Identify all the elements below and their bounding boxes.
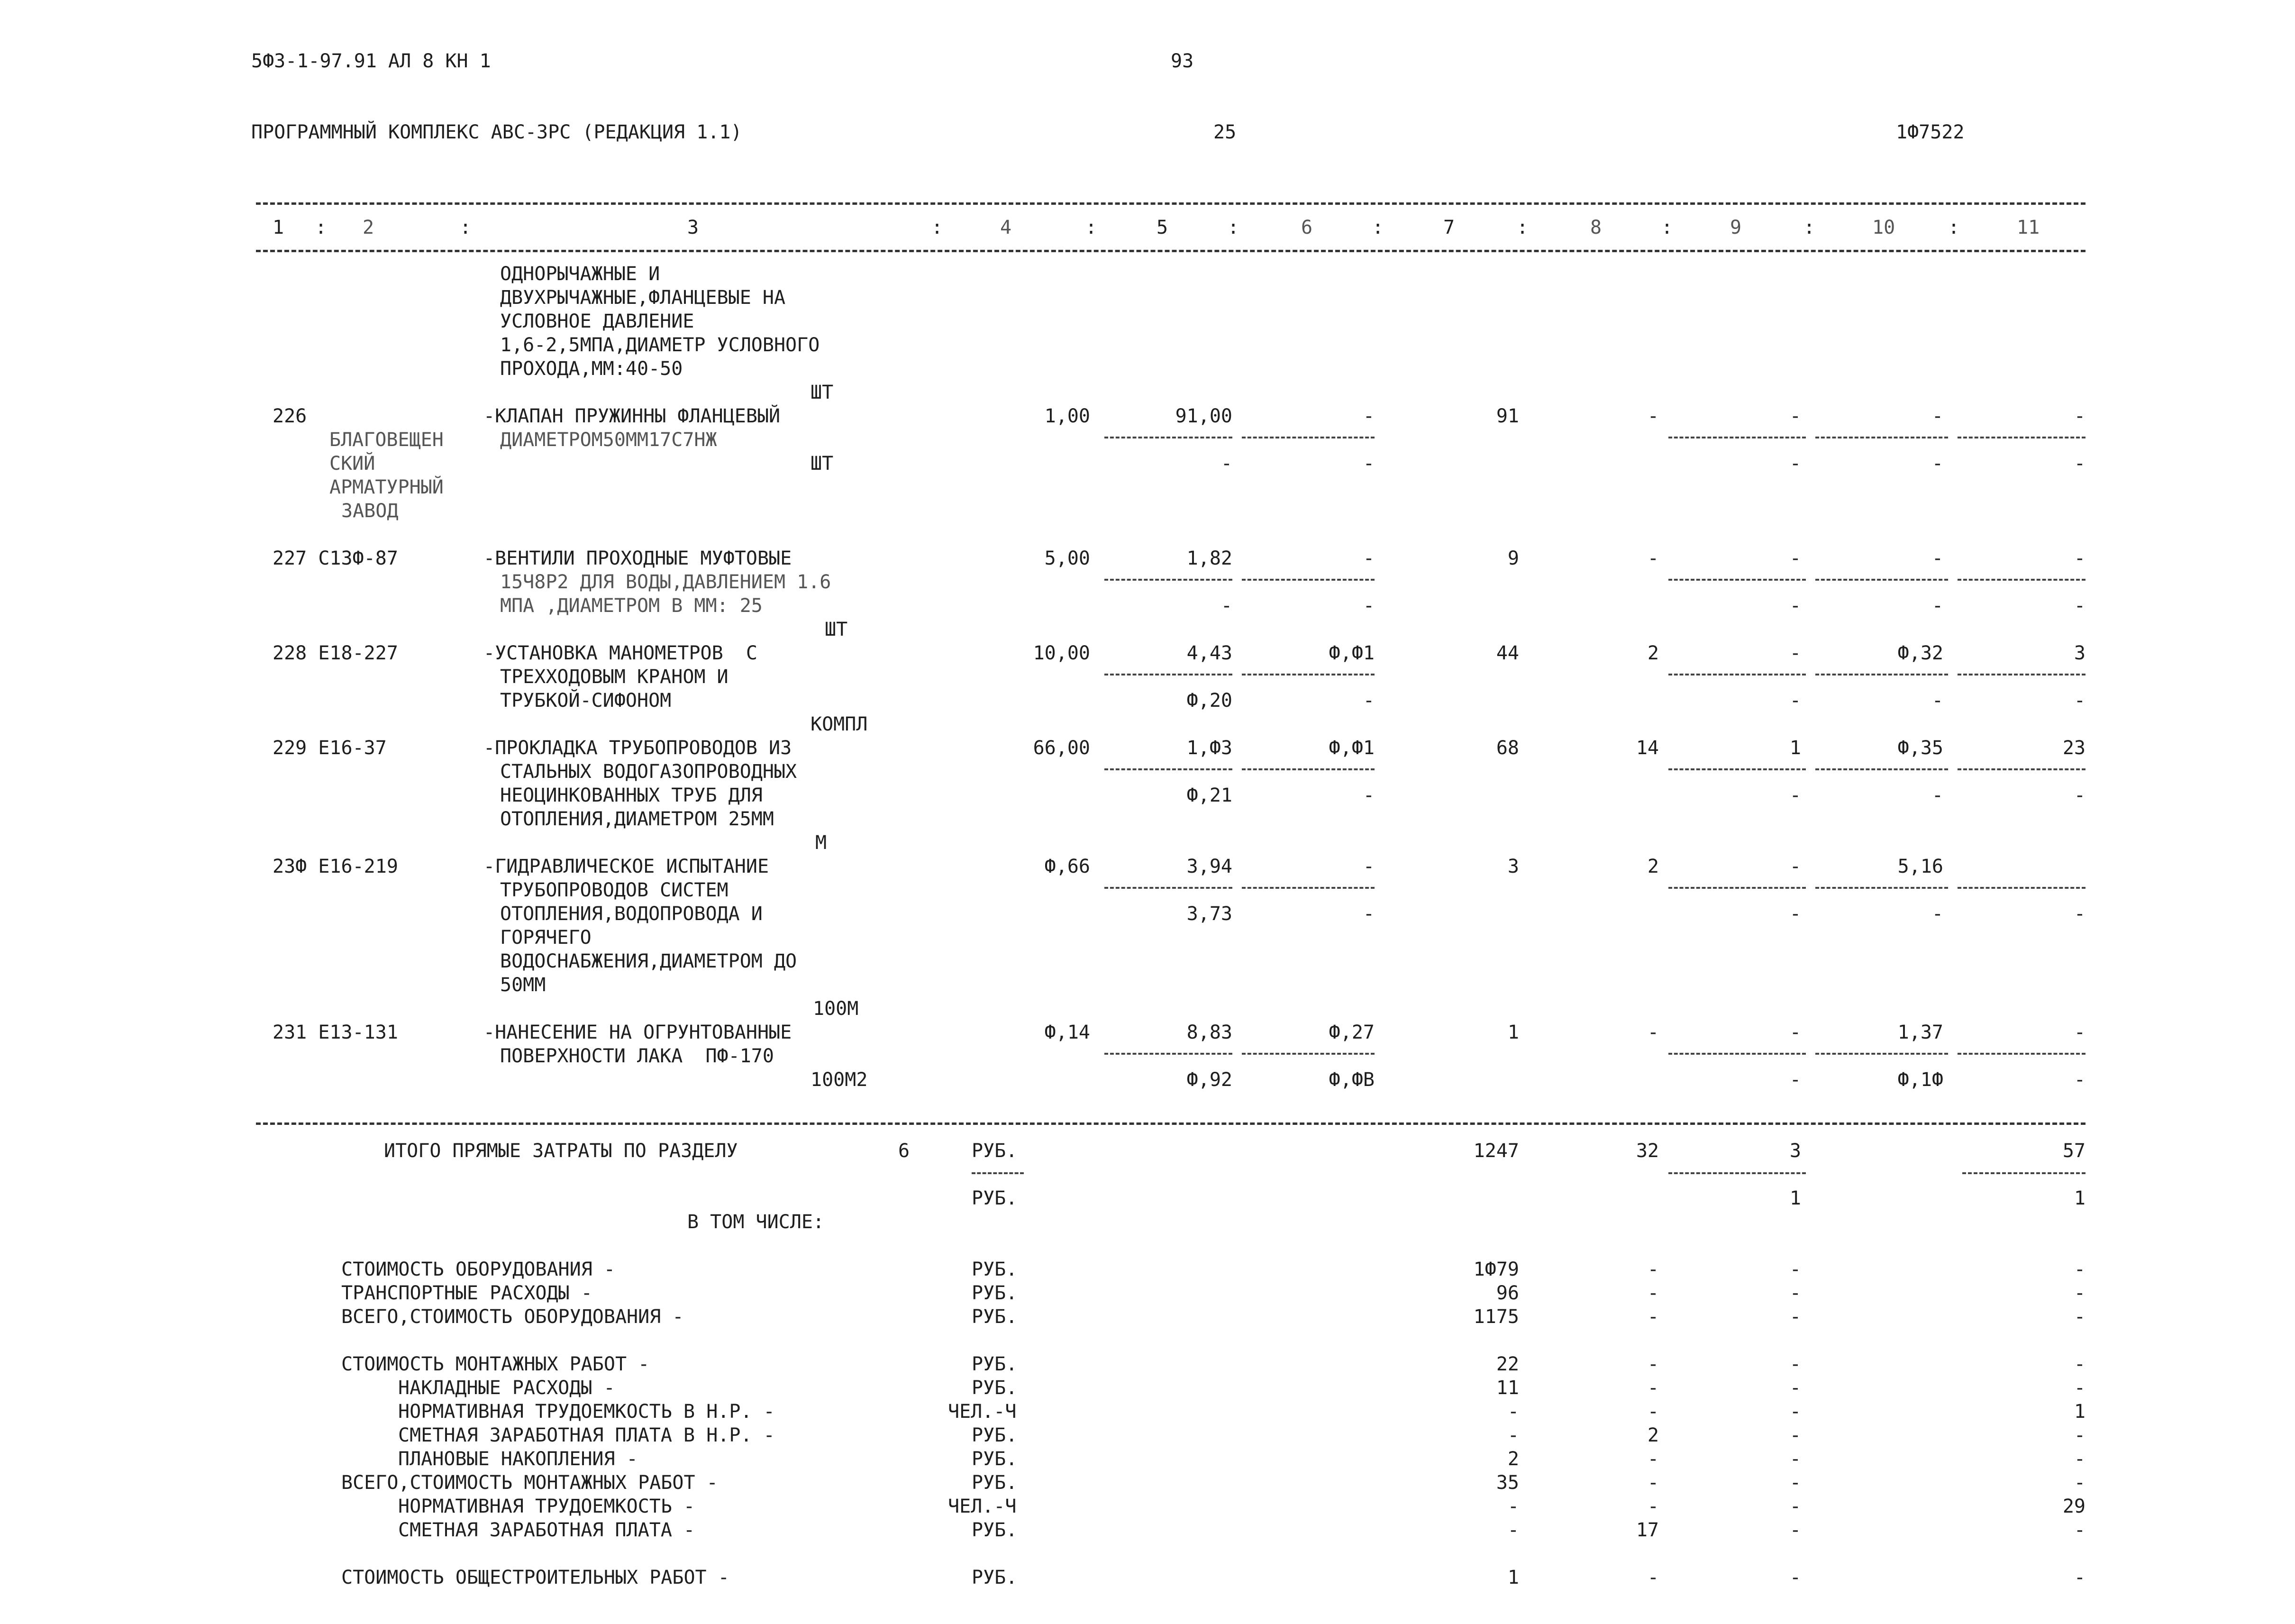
program-title: ПРОГРАММНЫЙ КОМПЛЕКС АВС-3РС (РЕДАКЦИЯ 1.1) xyxy=(251,121,742,143)
row-228-number: 228 Е18-227 xyxy=(273,642,398,664)
cell-divider xyxy=(1815,437,1948,438)
cell-divider xyxy=(1958,1053,2086,1055)
cell-c9: - xyxy=(1789,405,1801,427)
cell-c11-lower: - xyxy=(2074,785,2086,806)
row-229-number: 229 Е16-37 xyxy=(273,737,387,759)
total-unit: РУБ. xyxy=(972,1140,1018,1162)
col-6: 6 xyxy=(1301,217,1313,238)
summary-col7: - xyxy=(1507,1496,1519,1517)
summary-col8: - xyxy=(1647,1377,1659,1399)
cell-divider xyxy=(1815,768,1948,770)
cell-divider xyxy=(1104,674,1232,675)
col-8: 8 xyxy=(1590,217,1602,238)
summary-col7: - xyxy=(1507,1519,1519,1541)
cell-divider xyxy=(1668,768,1806,770)
col-9: 9 xyxy=(1730,217,1742,238)
col-5: 5 xyxy=(1157,217,1168,238)
cell-c5: 1,Ф3 xyxy=(1186,737,1232,759)
summary-col9: - xyxy=(1789,1496,1801,1517)
intro-unit: ШТ xyxy=(811,382,834,403)
cell-divider xyxy=(1242,1053,1375,1055)
row-229-description: ОТОПЛЕНИЯ,ДИАМЕТРОМ 25ММ xyxy=(500,808,774,830)
cell-c5-lower: Ф,92 xyxy=(1186,1069,1232,1091)
cell-c7: 91 xyxy=(1496,405,1519,427)
summary-col7: 2 xyxy=(1507,1448,1519,1470)
intro-line: ДВУХРЫЧАЖНЫЕ,ФЛАНЦЕВЫЕ НА xyxy=(500,287,786,309)
summary-col7: - xyxy=(1507,1424,1519,1446)
cell-c10-lower: - xyxy=(1931,595,1943,617)
row-227-description: МПА ,ДИАМЕТРОМ В ММ: 25 xyxy=(500,595,763,617)
summary-col7: 96 xyxy=(1496,1282,1519,1304)
summary-unit: ЧЕЛ.-Ч xyxy=(948,1496,1017,1517)
cell-c11: - xyxy=(2074,547,2086,569)
including-heading: В ТОМ ЧИСЛЕ: xyxy=(687,1211,824,1233)
cell-c5-lower: - xyxy=(1220,453,1232,474)
doc-code: 5Ф3-1-97.91 АЛ 8 КН 1 xyxy=(251,50,491,72)
row-230-description: 50ММ xyxy=(500,974,546,996)
row-230-unit: 100М xyxy=(813,998,859,1020)
cell-c6-lower: - xyxy=(1363,903,1375,925)
summary-col11: - xyxy=(2074,1519,2086,1541)
row-231-description: -НАНЕСЕНИЕ НА ОГРУНТОВАННЫЕ xyxy=(483,1022,792,1043)
summary-col7: 22 xyxy=(1496,1353,1519,1375)
sheet-number: 25 xyxy=(1213,121,1237,143)
cell-divider xyxy=(1958,887,2086,889)
cell-divider xyxy=(1668,674,1806,675)
summary-col11: 1 xyxy=(2074,1401,2086,1423)
row-230-description: ТРУБОПРОВОДОВ СИСТЕМ xyxy=(500,879,729,901)
total-section: 6 xyxy=(898,1140,910,1162)
summary-col7: 1 xyxy=(1507,1567,1519,1588)
cell-c8: 2 xyxy=(1647,642,1659,664)
col-11: 11 xyxy=(2017,217,2040,238)
cell-c7: 9 xyxy=(1507,547,1519,569)
col-10: 10 xyxy=(1872,217,1895,238)
summary-col11: - xyxy=(2074,1259,2086,1280)
cell-divider xyxy=(1104,887,1232,889)
cell-c11: - xyxy=(2074,405,2086,427)
cell-c10-lower: - xyxy=(1931,690,1943,712)
row-228-unit: КОМПЛ xyxy=(811,713,868,735)
cell-c8: 2 xyxy=(1647,856,1659,877)
row-228-description: -УСТАНОВКА МАНОМЕТРОВ С xyxy=(483,642,757,664)
row-230-description: -ГИДРАВЛИЧЕСКОЕ ИСПЫТАНИЕ xyxy=(483,856,769,877)
cell-divider xyxy=(1958,579,2086,581)
total-col8: 32 xyxy=(1636,1140,1659,1162)
row-230-description: ГОРЯЧЕГО xyxy=(500,927,592,949)
col-3: 3 xyxy=(687,217,699,238)
col-7: 7 xyxy=(1443,217,1455,238)
cell-c11: 3 xyxy=(2074,642,2086,664)
row-226-unit: ШТ xyxy=(811,453,834,474)
cell-c11: - xyxy=(2074,1022,2086,1043)
row-230-description: ОТОПЛЕНИЯ,ВОДОПРОВОДА И xyxy=(500,903,763,925)
intro-line: УСЛОВНОЕ ДАВЛЕНИЕ xyxy=(500,310,694,332)
cell-divider xyxy=(1104,579,1232,581)
cell-c4: 1,00 xyxy=(1044,405,1090,427)
cell-c9: 1 xyxy=(1789,737,1801,759)
summary-col11: - xyxy=(2074,1377,2086,1399)
summary-col8: - xyxy=(1647,1472,1659,1494)
summary-label: СТОИМОСТЬ ОБОРУДОВАНИЯ - xyxy=(341,1259,615,1280)
cell-divider xyxy=(1668,887,1806,889)
row-228-description: ТРЕХХОДОВЫМ КРАНОМ И xyxy=(500,666,729,688)
summary-col7: 1175 xyxy=(1473,1306,1519,1328)
cell-c10: Ф,32 xyxy=(1897,642,1943,664)
cell-c5: 3,94 xyxy=(1186,856,1232,877)
col-sep: : xyxy=(931,217,943,238)
summary-col8: - xyxy=(1647,1306,1659,1328)
cell-c11-lower: - xyxy=(2074,690,2086,712)
cell-divider xyxy=(1958,768,2086,770)
col-sep: : xyxy=(460,217,472,238)
page-number: 93 xyxy=(1171,50,1194,72)
cell-c11-lower: - xyxy=(2074,595,2086,617)
summary-col11: - xyxy=(2074,1567,2086,1588)
summary-unit: ЧЕЛ.-Ч xyxy=(948,1401,1017,1423)
cell-divider xyxy=(1958,437,2086,438)
cell-c11-lower: - xyxy=(2074,903,2086,925)
total-col11: 57 xyxy=(2062,1140,2086,1162)
summary-unit: РУБ. xyxy=(972,1567,1018,1588)
summary-label: СМЕТНАЯ ЗАРАБОТНАЯ ПЛАТА В Н.Р. - xyxy=(398,1424,775,1446)
cell-divider xyxy=(1242,674,1375,675)
cell-c9-lower: - xyxy=(1789,1069,1801,1091)
summary-label: СМЕТНАЯ ЗАРАБОТНАЯ ПЛАТА - xyxy=(398,1519,695,1541)
summary-col8: 2 xyxy=(1647,1424,1659,1446)
total-col7: 1247 xyxy=(1473,1140,1519,1162)
row-229-description: НЕОЦИНКОВАННЫХ ТРУБ ДЛЯ xyxy=(500,785,763,806)
cell-divider xyxy=(1104,437,1232,438)
cell-c10: 5,16 xyxy=(1897,856,1943,877)
cell-c9: - xyxy=(1789,1022,1801,1043)
cell-c8: - xyxy=(1647,405,1659,427)
row-231-unit: 100М2 xyxy=(811,1069,868,1091)
cell-c4: 5,00 xyxy=(1044,547,1090,569)
summary-col8: - xyxy=(1647,1353,1659,1375)
summary-col9: - xyxy=(1789,1472,1801,1494)
summary-col7: 1Ф79 xyxy=(1473,1259,1519,1280)
cell-c5: 91,00 xyxy=(1175,405,1232,427)
cell-c11-lower: - xyxy=(2074,453,2086,474)
cell-c9-lower: - xyxy=(1789,690,1801,712)
total-col11-b: 1 xyxy=(2074,1187,2086,1209)
cell-c5-lower: Ф,21 xyxy=(1186,785,1232,806)
cell-c5: 8,83 xyxy=(1186,1022,1232,1043)
summary-col7: - xyxy=(1507,1401,1519,1423)
cell-divider xyxy=(1668,579,1806,581)
cell-c8: - xyxy=(1647,1022,1659,1043)
cell-c11-lower: - xyxy=(2074,1069,2086,1091)
intro-line: ОДНОРЫЧАЖНЫЕ И xyxy=(500,263,660,285)
cell-c9-lower: - xyxy=(1789,785,1801,806)
row-229-unit: М xyxy=(815,832,827,854)
summary-col8: - xyxy=(1647,1282,1659,1304)
cell-c10: - xyxy=(1931,547,1943,569)
col-sep: : xyxy=(1372,217,1384,238)
summary-label: ВСЕГО,СТОИМОСТЬ МОНТАЖНЫХ РАБОТ - xyxy=(341,1472,718,1494)
summary-col11: 29 xyxy=(2062,1496,2086,1517)
summary-col9: - xyxy=(1789,1448,1801,1470)
cell-divider xyxy=(1242,768,1375,770)
cell-c10: - xyxy=(1931,405,1943,427)
cell-c9: - xyxy=(1789,856,1801,877)
cell-c6: Ф,27 xyxy=(1329,1022,1375,1043)
summary-label: НОРМАТИВНАЯ ТРУДОЕМКОСТЬ В Н.Р. - xyxy=(398,1401,775,1423)
col-sep: : xyxy=(1228,217,1239,238)
cell-c4: Ф,14 xyxy=(1044,1022,1090,1043)
cell-c10-lower: Ф,1Ф xyxy=(1897,1069,1943,1091)
cell-c6-lower: Ф,ФВ xyxy=(1329,1069,1375,1091)
totals-rule xyxy=(256,1122,2086,1125)
cell-c7: 1 xyxy=(1507,1022,1519,1043)
cell-c4: 66,00 xyxy=(1033,737,1090,759)
summary-col8: 17 xyxy=(1636,1519,1659,1541)
summary-col7: 11 xyxy=(1496,1377,1519,1399)
col-sep: : xyxy=(1948,217,1960,238)
summary-unit: РУБ. xyxy=(972,1306,1018,1328)
summary-col9: - xyxy=(1789,1353,1801,1375)
summary-unit: РУБ. xyxy=(972,1424,1018,1446)
summary-col9: - xyxy=(1789,1424,1801,1446)
cell-c7: 3 xyxy=(1507,856,1519,877)
summary-label: СТОИМОСТЬ МОНТАЖНЫХ РАБОТ - xyxy=(341,1353,650,1375)
total-col9: 3 xyxy=(1789,1140,1801,1162)
summary-col9: - xyxy=(1789,1259,1801,1280)
total-label: ИТОГО ПРЯМЫЕ ЗАТРАТЫ ПО РАЗДЕЛУ xyxy=(384,1140,738,1162)
cell-c9: - xyxy=(1789,547,1801,569)
cell-c5: 1,82 xyxy=(1186,547,1232,569)
summary-label: НОРМАТИВНАЯ ТРУДОЕМКОСТЬ - xyxy=(398,1496,695,1517)
cell-c11: 23 xyxy=(2062,737,2086,759)
cell-c8: - xyxy=(1647,547,1659,569)
cell-divider xyxy=(1815,1053,1948,1055)
summary-label: ТРАНСПОРТНЫЕ РАСХОДЫ - xyxy=(341,1282,592,1304)
row-226-source: АРМАТУРНЫЙ xyxy=(329,476,444,498)
cell-c9: - xyxy=(1789,642,1801,664)
row-228-description: ТРУБКОЙ-СИФОНОМ xyxy=(500,690,672,712)
row-226-source: БЛАГОВЕЩЕН xyxy=(329,429,444,451)
cell-c9-lower: - xyxy=(1789,595,1801,617)
total-col9-b: 1 xyxy=(1789,1187,1801,1209)
row-226-source: ЗАВОД xyxy=(341,500,399,522)
col-sep: : xyxy=(1803,217,1815,238)
intro-line: 1,6-2,5МПА,ДИАМЕТР УСЛОВНОГО xyxy=(500,334,820,356)
summary-unit: РУБ. xyxy=(972,1472,1018,1494)
row-226-source: СКИЙ xyxy=(329,453,375,474)
intro-line: ПРОХОДА,ММ:40-50 xyxy=(500,358,683,380)
summary-label: НАКЛАДНЫЕ РАСХОДЫ - xyxy=(398,1377,615,1399)
row-227-number: 227 С13Ф-87 xyxy=(273,547,398,569)
cell-divider xyxy=(1958,674,2086,675)
summary-label: СТОИМОСТЬ ОБЩЕСТРОИТЕЛЬНЫХ РАБОТ - xyxy=(341,1567,729,1588)
summary-unit: РУБ. xyxy=(972,1377,1018,1399)
header-rule-top xyxy=(256,202,2086,205)
cell-divider xyxy=(1668,1053,1806,1055)
cell-c6-lower: - xyxy=(1363,595,1375,617)
row-229-description: -ПРОКЛАДКА ТРУБОПРОВОДОВ ИЗ xyxy=(483,737,792,759)
cell-c6: Ф,Ф1 xyxy=(1329,642,1375,664)
summary-col8: - xyxy=(1647,1448,1659,1470)
summary-col9: - xyxy=(1789,1282,1801,1304)
cell-c4: 10,00 xyxy=(1033,642,1090,664)
doc-id: 1Ф7522 xyxy=(1896,121,1965,143)
cell-c6: - xyxy=(1363,405,1375,427)
total-underline xyxy=(1668,1172,1806,1174)
cell-c9-lower: - xyxy=(1789,903,1801,925)
summary-col8: - xyxy=(1647,1259,1659,1280)
summary-col8: - xyxy=(1647,1401,1659,1423)
row-231-number: 231 Е13-131 xyxy=(273,1022,398,1043)
row-230-number: 23Ф Е16-219 xyxy=(273,856,398,877)
cell-divider xyxy=(1815,887,1948,889)
col-2: 2 xyxy=(363,217,374,238)
cell-c10: Ф,35 xyxy=(1897,737,1943,759)
cell-c10: 1,37 xyxy=(1897,1022,1943,1043)
col-sep: : xyxy=(315,217,327,238)
col-sep: : xyxy=(1661,217,1673,238)
summary-col9: - xyxy=(1789,1567,1801,1588)
cell-c9-lower: - xyxy=(1789,453,1801,474)
cell-c6-lower: - xyxy=(1363,453,1375,474)
row-229-description: СТАЛЬНЫХ ВОДОГАЗОПРОВОДНЫХ xyxy=(500,761,797,783)
cell-c10-lower: - xyxy=(1931,903,1943,925)
summary-unit: РУБ. xyxy=(972,1259,1018,1280)
row-226-description: -КЛАПАН ПРУЖИННЫ ФЛАНЦЕВЫЙ xyxy=(483,405,781,427)
summary-unit: РУБ. xyxy=(972,1282,1018,1304)
summary-col7: 35 xyxy=(1496,1472,1519,1494)
summary-unit: РУБ. xyxy=(972,1448,1018,1470)
cell-c5-lower: 3,73 xyxy=(1186,903,1232,925)
row-227-description: 15Ч8Р2 ДЛЯ ВОДЫ,ДАВЛЕНИЕМ 1.6 xyxy=(500,571,831,593)
summary-col9: - xyxy=(1789,1306,1801,1328)
summary-unit: РУБ. xyxy=(972,1519,1018,1541)
summary-col11: - xyxy=(2074,1448,2086,1470)
row-230-description: ВОДОСНАБЖЕНИЯ,ДИАМЕТРОМ ДО xyxy=(500,950,797,972)
cell-divider xyxy=(1242,887,1375,889)
cell-c6-lower: - xyxy=(1363,690,1375,712)
cell-divider xyxy=(1815,579,1948,581)
cell-c8: 14 xyxy=(1636,737,1659,759)
row-226-description: ДИАМЕТРОМ50ММ17С7НЖ xyxy=(500,429,717,451)
col-1: 1 xyxy=(273,217,284,238)
cell-c6: Ф,Ф1 xyxy=(1329,737,1375,759)
cell-c5: 4,43 xyxy=(1186,642,1232,664)
header-rule-bottom xyxy=(256,250,2086,252)
cell-c6: - xyxy=(1363,547,1375,569)
cell-divider xyxy=(1104,768,1232,770)
cell-divider xyxy=(1242,437,1375,438)
cell-c5-lower: Ф,20 xyxy=(1186,690,1232,712)
summary-col11: - xyxy=(2074,1424,2086,1446)
row-227-unit: ШТ xyxy=(825,619,848,640)
cell-c10-lower: - xyxy=(1931,453,1943,474)
cell-c6: - xyxy=(1363,856,1375,877)
summary-label: ПЛАНОВЫЕ НАКОПЛЕНИЯ - xyxy=(398,1448,638,1470)
cell-divider xyxy=(1668,437,1806,438)
total-unit-2: РУБ. xyxy=(972,1187,1018,1209)
summary-col11: - xyxy=(2074,1306,2086,1328)
col-4: 4 xyxy=(1000,217,1012,238)
summary-label: ВСЕГО,СТОИМОСТЬ ОБОРУДОВАНИЯ - xyxy=(341,1306,684,1328)
summary-col11: - xyxy=(2074,1282,2086,1304)
summary-unit: РУБ. xyxy=(972,1353,1018,1375)
cell-divider xyxy=(1104,1053,1232,1055)
summary-col9: - xyxy=(1789,1377,1801,1399)
summary-col8: - xyxy=(1647,1567,1659,1588)
summary-col11: - xyxy=(2074,1353,2086,1375)
summary-col9: - xyxy=(1789,1401,1801,1423)
row-227-description: -ВЕНТИЛИ ПРОХОДНЫЕ МУФТОВЫЕ xyxy=(483,547,792,569)
cell-c4: Ф,66 xyxy=(1044,856,1090,877)
summary-col11: - xyxy=(2074,1472,2086,1494)
row-231-description: ПОВЕРХНОСТИ ЛАКА ПФ-170 xyxy=(500,1045,774,1067)
cell-c6-lower: - xyxy=(1363,785,1375,806)
col-sep: : xyxy=(1517,217,1529,238)
cell-c7: 68 xyxy=(1496,737,1519,759)
cell-c10-lower: - xyxy=(1931,785,1943,806)
row-226-number: 226 xyxy=(273,405,307,427)
summary-col8: - xyxy=(1647,1496,1659,1517)
cell-divider xyxy=(1815,674,1948,675)
cell-c7: 44 xyxy=(1496,642,1519,664)
total-underline xyxy=(1962,1172,2086,1174)
col-sep: : xyxy=(1085,217,1097,238)
cell-divider xyxy=(1242,579,1375,581)
total-underline xyxy=(972,1172,1024,1174)
cell-c5-lower: - xyxy=(1220,595,1232,617)
summary-col9: - xyxy=(1789,1519,1801,1541)
